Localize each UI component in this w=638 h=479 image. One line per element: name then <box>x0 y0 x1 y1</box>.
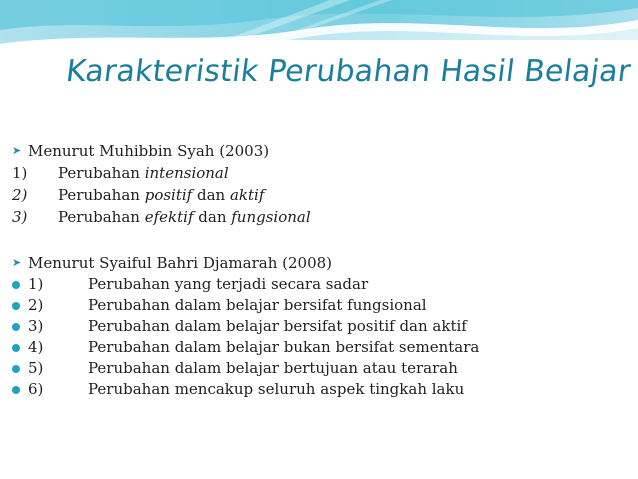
item-number: 1) <box>12 164 28 182</box>
list-item <box>12 379 632 400</box>
bullet-dot-icon <box>12 323 20 331</box>
item-text: Perubahan dalam belajar bertujuan atau terarah <box>88 359 458 377</box>
slide-title: Karakteristik Perubahan Hasil Belajar <box>64 54 633 89</box>
item-text: Perubahan dalam belajar bukan bersifat sementara <box>88 338 480 356</box>
bullet-dot-icon <box>12 386 20 394</box>
list-item <box>12 184 632 206</box>
wave-banner <box>0 0 638 60</box>
bullet-dot-icon <box>12 281 20 289</box>
item-number: 1) <box>28 275 44 293</box>
item-text: Perubahan yang terjadi secara sadar <box>88 275 369 293</box>
bullet-dot-icon <box>12 365 20 373</box>
item-number: 2) <box>28 296 44 314</box>
section-heading-muhibbin <box>12 140 632 162</box>
item-number: 3) <box>28 317 44 335</box>
list-item <box>12 206 632 228</box>
list-item <box>12 316 632 337</box>
list-item <box>12 162 632 184</box>
list-item <box>12 358 632 379</box>
arrow-bullet-icon: ➤ <box>12 144 22 157</box>
item-text: Perubahan mencakup seluruh aspek tingkah laku <box>88 380 465 398</box>
item-number: 2) <box>12 186 28 204</box>
arrow-bullet-icon: ➤ <box>12 256 22 269</box>
list-item <box>12 337 632 358</box>
item-text: Perubahan dalam belajar bersifat positif dan aktif <box>88 317 467 335</box>
bullet-dot-icon <box>12 302 20 310</box>
bullet-dot-icon <box>12 344 20 352</box>
heading-text: Menurut Syaiful Bahri Djamarah (2008) <box>28 254 333 272</box>
list-item <box>12 274 632 295</box>
heading-text: Menurut Muhibbin Syah (2003) <box>28 142 270 160</box>
slide-content <box>12 140 632 400</box>
list-item <box>12 295 632 316</box>
item-text: Perubahan efektif dan fungsional <box>58 208 311 226</box>
item-number: 3) <box>12 208 28 226</box>
item-number: 6) <box>28 380 44 398</box>
item-text: Perubahan intensional <box>58 164 229 182</box>
item-number: 4) <box>28 338 44 356</box>
item-text: Perubahan positif dan aktif <box>58 186 265 204</box>
section-heading-syaiful <box>12 252 632 274</box>
item-text: Perubahan dalam belajar bersifat fungsional <box>88 296 427 314</box>
item-number: 5) <box>28 359 44 377</box>
